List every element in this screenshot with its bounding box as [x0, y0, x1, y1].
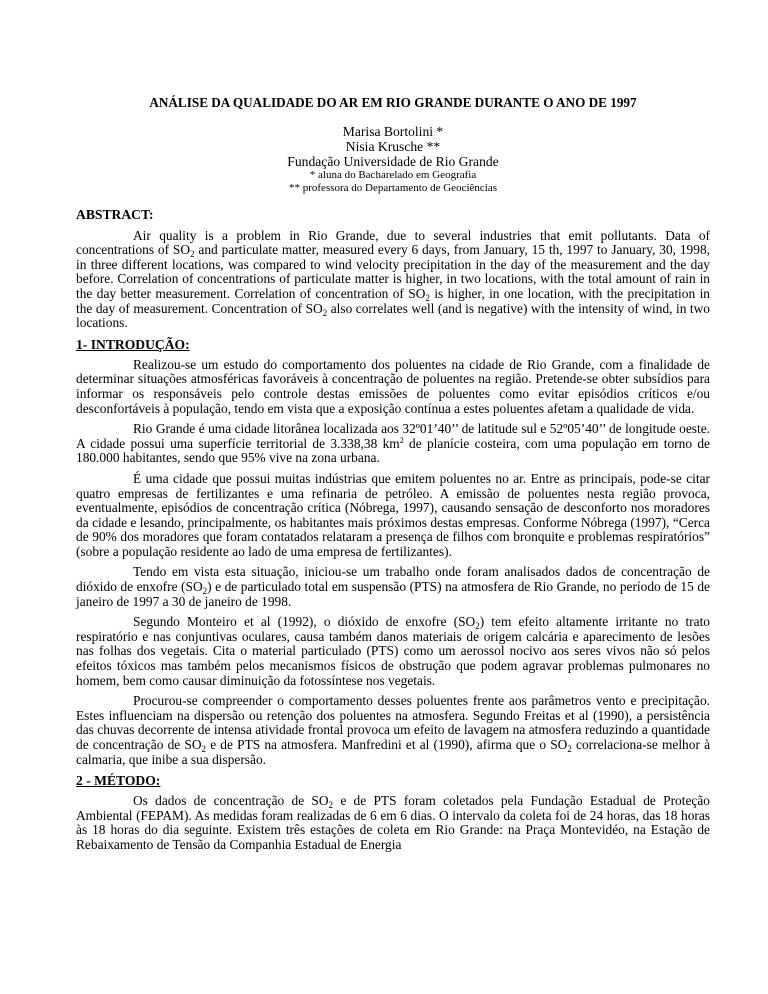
document-page	[76, 96, 710, 859]
affiliation-2: ** professora do Departamento de Geociências	[288, 181, 497, 194]
author-1: Marisa Bortolini *	[342, 123, 444, 139]
intro-paragraph: Realizou-se um estudo do comportamento dos poluentes na cidade de Rio Grande, com a finalidade de determinar situações atmosféricas favoráveis à concentração de poluentes na região. Pretende-se obter subsídios para informar os responsáveis pelo controle destas emissões de poluentes como evitar episódios críticos e/ou desconfortáveis à população, tendo em vista que a exposição contínua a estes poluentes afetam a qualidade de vida.	[76, 356, 710, 416]
section-heading-intro: 1- INTRODUÇÃO:	[76, 336, 190, 352]
section-heading-method: 2 - MÉTODO:	[76, 773, 161, 789]
method-paragraph: Os dados de concentração de $SO_2$ e de PTS foram coletados pela Fundação Estadual de Proteção Ambiental (FEPAM). As medidas foram realizadas de 6 em 6 dias. O intervalo da coleta foi de 24 horas, das 18 horas às 18 horas do dia seguinte. Existem três estações de coleta em Rio Grande: na Praça Montevidéo, na Estação de Rebaixamento de Tensão da Companhia Estadual de Energia	[76, 793, 710, 852]
abstract-section	[76, 207, 710, 331]
abstract-text: Air quality is a problem in Rio Grande, due to several industries that emit pollutants. Data of concentrations of $SO_2$ and particulate matter, measured every 6 days, from January, 15 th, 1997 to January, 30, 1998, in three different locations, was compared to wind velocity precipitation in the day of the measurement and the day before. Correlation of concentrations of particulate matter is higher, in two locations, with the total amount of rain in the day better measurement. Correlation of concentration of $SO_2$ is higher, in one location, with the precipitation in the day of measurement. Concentration of $SO_2$ also correlates well (and is negative) with the intensity of wind, in two locations.	[76, 227, 710, 331]
institution: Fundação Universidade de Rio Grande	[287, 153, 499, 169]
intro-paragraph: É uma cidade que possui muitas indústrias que emitem poluentes no ar. Entre as principais, pode-se citar quatro empresas de fertilizantes e uma refinaria de petróleo. A emissão de poluentes nesta região provoca, eventualmente, episódios de concentração crítica (Nóbrega, 1997), causando sensação de desconforto nos moradores da cidade e lesando, principalmente, os habitantes mais próximos destas empresas. Conforme Nóbrega (1997), “Cerca de 90% dos moradores que foram contatados relataram a presença de filhos com bronquite e problemas respiratórios” (sobre a população residente ao lado de uma empresa de fertilizantes).	[76, 470, 710, 559]
intro-paragraph: Rio Grande é uma cidade litorânea localizada aos 32º01’40’’ de latitude sul e 52º05’40’’ de longitude oeste. A cidade possui uma superfície territorial de 3.338,38 $km^2$ de planície costeira, com uma população em torno de 180.000 habitantes, sendo que 95% vive na zona urbana.	[76, 421, 710, 466]
intro-paragraph: Procurou-se compreender o comportamento desses poluentes frente aos parâmetros vento e precipitação. Estes influenciam na dispersão ou retenção dos poluentes na atmosfera. Segundo Freitas et al (1990), a persistência das chuvas decorrente de intensa atividade frontal provoca um efeito de lavagem na atmosfera reduzindo a quantidade de concentração de $SO_2$ e de PTS na atmosfera. Manfredini et al (1990), afirma que o $SO_2$ correlaciona-se melhor à calmaria, que inibe a sua dispersão.	[76, 693, 711, 767]
author-2: Nisia Krusche **	[345, 138, 441, 154]
affiliation-1: * aluna do Bacharelado em Geografia	[309, 168, 477, 181]
intro-paragraph: Segundo Monteiro et al (1992), o dióxido de enxofre $(SO_2)$ tem efeito altamente irritante no trato respiratório e nas conjuntivas oculares, causa também danos materiais de origem calcária e aparecimento de lesões nas folhas dos vegetais. Cita o material particulado (PTS) como um aerossol nocivo aos seres vivos não só pelos efeitos tóxicos mas também pelos mecanismos físicos de obstrução que podem agravar problemas pulmonares no homem, bem como causar diminuição da fotossíntese nos vegetais.	[76, 614, 710, 688]
intro-paragraph: Tendo em vista esta situação, iniciou-se um trabalho onde foram analisados dados de concentração de dióxido de enxofre $(SO_2)$ e de particulado total em suspensão (PTS) na atmosfera de Rio Grande, no período de 15 de janeiro de 1997 a 30 de janeiro de 1998.	[76, 564, 710, 609]
paper-title: ANÁLISE DA QUALIDADE DO AR EM RIO GRANDE DURANTE O ANO DE 1997	[149, 95, 637, 110]
abstract-heading: ABSTRACT:	[76, 206, 154, 222]
